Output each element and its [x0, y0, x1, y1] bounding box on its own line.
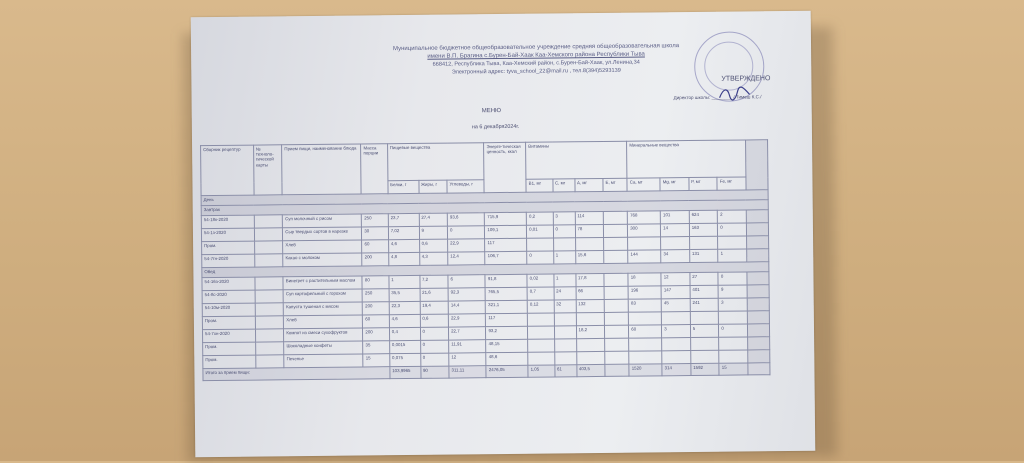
cell-fat: 9 [419, 226, 448, 239]
cell-extra [747, 337, 769, 350]
cell-fat: 0 [420, 327, 449, 340]
cell-fat: 0,6 [420, 314, 449, 327]
cell-tech [255, 342, 284, 355]
cell-mg [661, 237, 690, 250]
cell-fe: 0 [718, 272, 747, 285]
cell-carbs: 6 [448, 275, 485, 288]
cell-carbs: 12,4 [448, 252, 485, 265]
cell-carbs: 12 [449, 353, 486, 366]
menu-table [200, 139, 770, 381]
cell-p [690, 311, 719, 324]
cell-protein: 23,7 [388, 213, 419, 226]
header-line-4: Электронный адрес: tyva_school_22@mail.ru , тел.8(394)5293139 [451, 67, 621, 76]
total-carbs: 311,11 [449, 366, 486, 378]
total-c: 61 [554, 365, 576, 377]
cell-energy: 715,9 [485, 212, 527, 225]
cell-fe [719, 350, 748, 363]
cell-ca: 768 [628, 211, 661, 224]
cell-p [691, 350, 720, 363]
cell-energy: 93,2 [486, 326, 528, 339]
col-meal-name: Прием пищи, наименование блюда [282, 144, 362, 195]
cell-extra [747, 272, 769, 285]
cell-portion: 200 [363, 328, 389, 341]
cell-recipe: 54-7хн-2020 [202, 329, 255, 343]
total-fat: 90 [420, 366, 449, 378]
cell-carbs: 93,6 [447, 213, 484, 226]
cell-b1 [528, 313, 554, 326]
cell-protein: 0,075 [389, 353, 420, 366]
cell-b1: 0 [527, 251, 553, 264]
cell-b1 [527, 238, 553, 251]
cell-energy: 321,1 [486, 300, 528, 313]
cell-recipe: 54-18к-2020 [201, 215, 254, 229]
cell-recipe: 54-8с-2020 [202, 290, 255, 304]
cell-p: 624 [689, 210, 718, 223]
cell-carbs: 0 [447, 226, 484, 239]
cell-extra [747, 249, 769, 262]
cell-p: 5 [690, 324, 719, 337]
cell-carbs: 22,7 [449, 327, 486, 340]
col-p: Р, мг [689, 177, 718, 190]
cell-portion: 250 [362, 214, 388, 227]
cell-fat: 19,4 [420, 301, 449, 314]
cell-name: Печенье [284, 354, 363, 368]
cell-protein: 1 [389, 275, 420, 288]
cell-name: Компот из смеси сухофруктов [284, 328, 363, 342]
cell-name: Суп картофельный с горохом [283, 289, 362, 303]
cell-a [575, 237, 604, 250]
menu-title: МЕНЮ [481, 108, 502, 115]
col-tech-card: № техноло-гической карты [253, 145, 282, 195]
director-line: Директор школы: ________ / Тимеш К.С./ [673, 94, 762, 101]
cell-portion: 200 [362, 253, 388, 266]
cell-portion: 250 [362, 289, 388, 302]
cell-protein: 4,6 [388, 239, 419, 252]
cell-ca: 60 [629, 325, 662, 338]
total-mg: 314 [662, 364, 691, 376]
total-energy: 2476,05 [486, 365, 528, 377]
cell-protein: 0,4 [389, 327, 420, 340]
col-a: А, мг [574, 178, 603, 191]
col-e: Е, мг [603, 178, 627, 191]
cell-carbs: 92,3 [448, 288, 485, 301]
cell-c: 24 [554, 287, 576, 300]
cell-b1 [528, 326, 554, 339]
cell-a: 17,8 [575, 273, 604, 286]
cell-extra [746, 223, 768, 236]
cell-e [604, 299, 628, 312]
cell-carbs: 14,4 [448, 301, 485, 314]
cell-fat: 4,3 [419, 252, 448, 265]
cell-name: Винегрет с растительным маслом [283, 276, 362, 290]
total-fe: 15 [719, 363, 748, 375]
cell-fe: 9 [718, 285, 747, 298]
cell-recipe: Пром. [202, 316, 255, 330]
col-b1: В1, мг [526, 179, 552, 192]
cell-energy: 117 [486, 313, 528, 326]
cell-extra [747, 324, 769, 337]
cell-energy: 48,6 [486, 352, 528, 365]
cell-p [689, 236, 718, 249]
cell-protein: 35,5 [389, 288, 420, 301]
col-ca: Са, мг [627, 178, 660, 191]
cell-ca: 18 [628, 273, 661, 286]
header-line-3: 668412, Республика Тыва, Каа-Хемский район, с.Бурен-Бай-Хаак, ул.Ленина,34 [432, 59, 640, 68]
cell-c: 3 [553, 212, 575, 225]
cell-a: 132 [576, 299, 605, 312]
cell-e [604, 250, 628, 263]
cell-portion: 15 [363, 354, 389, 367]
cell-e [603, 224, 627, 237]
cell-fat: 0 [420, 340, 449, 353]
cell-b1: 0,12 [527, 300, 553, 313]
cell-ca [629, 312, 662, 325]
cell-fe [719, 311, 748, 324]
total-extra [748, 363, 770, 375]
col-vitamins: Витамины [526, 141, 627, 179]
cell-recipe: Пром. [203, 342, 256, 356]
cell-c: 32 [554, 300, 576, 313]
cell-portion: 30 [362, 227, 388, 240]
cell-c: 0 [553, 225, 575, 238]
cell-a: 66 [576, 286, 605, 299]
cell-e [603, 211, 627, 224]
cell-a [576, 312, 605, 325]
cell-energy: 117 [485, 238, 527, 251]
cell-portion: 200 [363, 302, 389, 315]
cell-extra [747, 311, 769, 324]
cell-a [576, 338, 605, 351]
menu-sheet [191, 11, 816, 457]
cell-extra [747, 298, 769, 311]
table-header-row [201, 140, 768, 183]
cell-e [605, 351, 629, 364]
cell-portion: 35 [363, 341, 389, 354]
menu-date: на 6 декабря2024г. [471, 123, 520, 131]
cell-recipe: Пром. [202, 241, 255, 255]
cell-c: 1 [553, 251, 575, 264]
col-minerals: Минеральные вещества [627, 140, 746, 178]
cell-mg: 147 [661, 286, 690, 299]
cell-extra [746, 236, 768, 249]
cell-c [554, 326, 576, 339]
approved-label: УТВЕРЖДЕНО [721, 75, 771, 83]
cell-ca: 196 [628, 286, 661, 299]
cell-tech [255, 355, 284, 368]
col-fe: Fe, мг [717, 177, 746, 190]
section-label: Обед [202, 262, 769, 278]
cell-b1: 0,2 [526, 212, 552, 225]
cell-c [554, 352, 576, 365]
col-portion: Масса порции [361, 144, 388, 194]
cell-recipe: Пром. [203, 355, 256, 369]
cell-ca [628, 237, 661, 250]
cell-e [605, 338, 629, 351]
cell-fat: 27,4 [419, 213, 448, 226]
cell-p: 163 [689, 223, 718, 236]
col-mg: Mg, мг [660, 178, 689, 191]
col-recipe-collection: Сборник рецептур [201, 145, 254, 196]
cell-mg: 14 [661, 224, 690, 237]
cell-c [554, 313, 576, 326]
cell-fat: 0,6 [419, 239, 448, 252]
section-label: Завтрак [201, 200, 768, 216]
cell-a: 114 [575, 211, 604, 224]
cell-ca [629, 338, 662, 351]
cell-recipe: 54-16з-2020 [202, 277, 255, 291]
cell-protein: 4,8 [388, 252, 419, 265]
cell-carbs: 22,9 [448, 239, 485, 252]
cell-c [553, 238, 575, 251]
cell-p: 131 [689, 249, 718, 262]
cell-fe [719, 337, 748, 350]
col-extra [745, 140, 768, 190]
cell-name: Шоколадные конфеты [284, 341, 363, 355]
col-protein: Белки, г [388, 180, 419, 193]
cell-mg: 34 [661, 250, 690, 263]
cell-fe: 0 [719, 324, 748, 337]
cell-c [554, 339, 576, 352]
cell-e [604, 237, 628, 250]
cell-energy: 48,15 [486, 339, 528, 352]
cell-portion: 60 [362, 240, 388, 253]
cell-name: Хлеб [283, 240, 362, 254]
cell-name: Суп молочный с рисом [283, 214, 362, 228]
cell-tech [255, 290, 284, 303]
cell-protein: 7,02 [388, 226, 419, 239]
cell-fat: 7,2 [419, 275, 448, 288]
cell-recipe: 54-10м-2020 [202, 303, 255, 317]
cell-a: 78 [575, 224, 604, 237]
cell-name: Сыр твердых сортов в нарезке [283, 227, 362, 241]
cell-a [576, 351, 605, 364]
cell-mg [662, 338, 691, 351]
cell-fe: 1 [718, 249, 747, 262]
total-ca: 1520 [629, 364, 662, 376]
cell-carbs: 22,9 [448, 314, 485, 327]
col-nutrients: Пищевые вещества [387, 143, 484, 181]
cell-mg [662, 312, 691, 325]
col-c: С, мг [552, 179, 574, 192]
cell-mg [662, 351, 691, 364]
cell-fe: 0 [718, 223, 747, 236]
cell-p: 401 [690, 285, 719, 298]
cell-energy: 91,8 [485, 274, 527, 287]
cell-b1 [528, 352, 554, 365]
cell-energy: 765,5 [485, 287, 527, 300]
cell-fe [718, 236, 747, 249]
total-protein: 103,9965 [390, 366, 421, 378]
cell-protein: 0,0015 [389, 340, 420, 353]
cell-e [604, 273, 628, 286]
cell-tech [255, 316, 284, 329]
cell-mg: 101 [660, 211, 689, 224]
cell-mg: 3 [662, 325, 691, 338]
cell-a: 15,6 [575, 250, 604, 263]
cell-name: Хлеб [284, 315, 363, 329]
col-energy: Энерге-тическая ценность, ккал [484, 142, 526, 192]
total-e [605, 364, 629, 376]
cell-p: 241 [690, 298, 719, 311]
breakfast-rows [201, 210, 769, 268]
cell-portion: 60 [363, 315, 389, 328]
cell-p [690, 337, 719, 350]
cell-extra [746, 210, 768, 223]
total-b1: 1,05 [528, 365, 554, 377]
cell-extra [748, 350, 770, 363]
header-line-1: Муниципальное бюджетное общеобразовательное учреждение средняя общеобразовательная школа [392, 43, 680, 53]
cell-b1: 0,01 [527, 225, 553, 238]
total-p: 1592 [691, 363, 720, 375]
cell-b1: 0,02 [527, 274, 553, 287]
cell-name: Какао с молоком [283, 253, 362, 267]
cell-b1 [528, 339, 554, 352]
col-carbs: Углеводы, г [447, 180, 484, 193]
cell-tech [254, 228, 283, 241]
col-fat: Жиры, г [418, 180, 447, 193]
cell-tech [255, 329, 284, 342]
cell-ca: 300 [628, 224, 661, 237]
cell-name: Капуста тушеная с мясом [284, 302, 363, 316]
cell-ca [629, 351, 662, 364]
cell-e [605, 325, 629, 338]
cell-energy: 106,7 [485, 251, 527, 264]
cell-tech [255, 277, 284, 290]
cell-ca: 144 [628, 250, 661, 263]
cell-carbs: 11,91 [449, 340, 486, 353]
cell-fat: 0 [420, 353, 449, 366]
cell-fe: 2 [718, 210, 747, 223]
cell-c: 1 [553, 274, 575, 287]
total-label: Итого за прием пищи: [203, 367, 390, 381]
cell-energy: 109,1 [485, 225, 527, 238]
cell-portion: 80 [362, 276, 388, 289]
cell-protein: 22,3 [389, 301, 420, 314]
cell-extra [747, 285, 769, 298]
cell-b1: 0,7 [527, 287, 553, 300]
cell-e [604, 286, 628, 299]
cell-fat: 21,6 [420, 288, 449, 301]
cell-recipe: 54-1з-2020 [201, 228, 254, 242]
cell-mg: 45 [661, 299, 690, 312]
section-label: День [201, 190, 768, 206]
cell-protein: 4,6 [389, 314, 420, 327]
cell-a: 18,2 [576, 325, 605, 338]
cell-tech [254, 241, 283, 254]
total-a: 403,5 [576, 364, 605, 376]
lunch-rows [202, 272, 770, 369]
header-line-2: имени В.П. Брагина с.Бурен-Бай-Хаак Каа-Хемского района Республики Тыва [427, 51, 645, 60]
cell-tech [255, 303, 284, 316]
cell-e [604, 312, 628, 325]
cell-tech [254, 254, 283, 267]
cell-fe: 3 [719, 298, 748, 311]
cell-recipe: 54-7гн-2020 [202, 254, 255, 268]
cell-tech [254, 215, 283, 228]
cell-mg: 12 [661, 273, 690, 286]
cell-p: 27 [690, 272, 719, 285]
cell-ca: 83 [628, 299, 661, 312]
